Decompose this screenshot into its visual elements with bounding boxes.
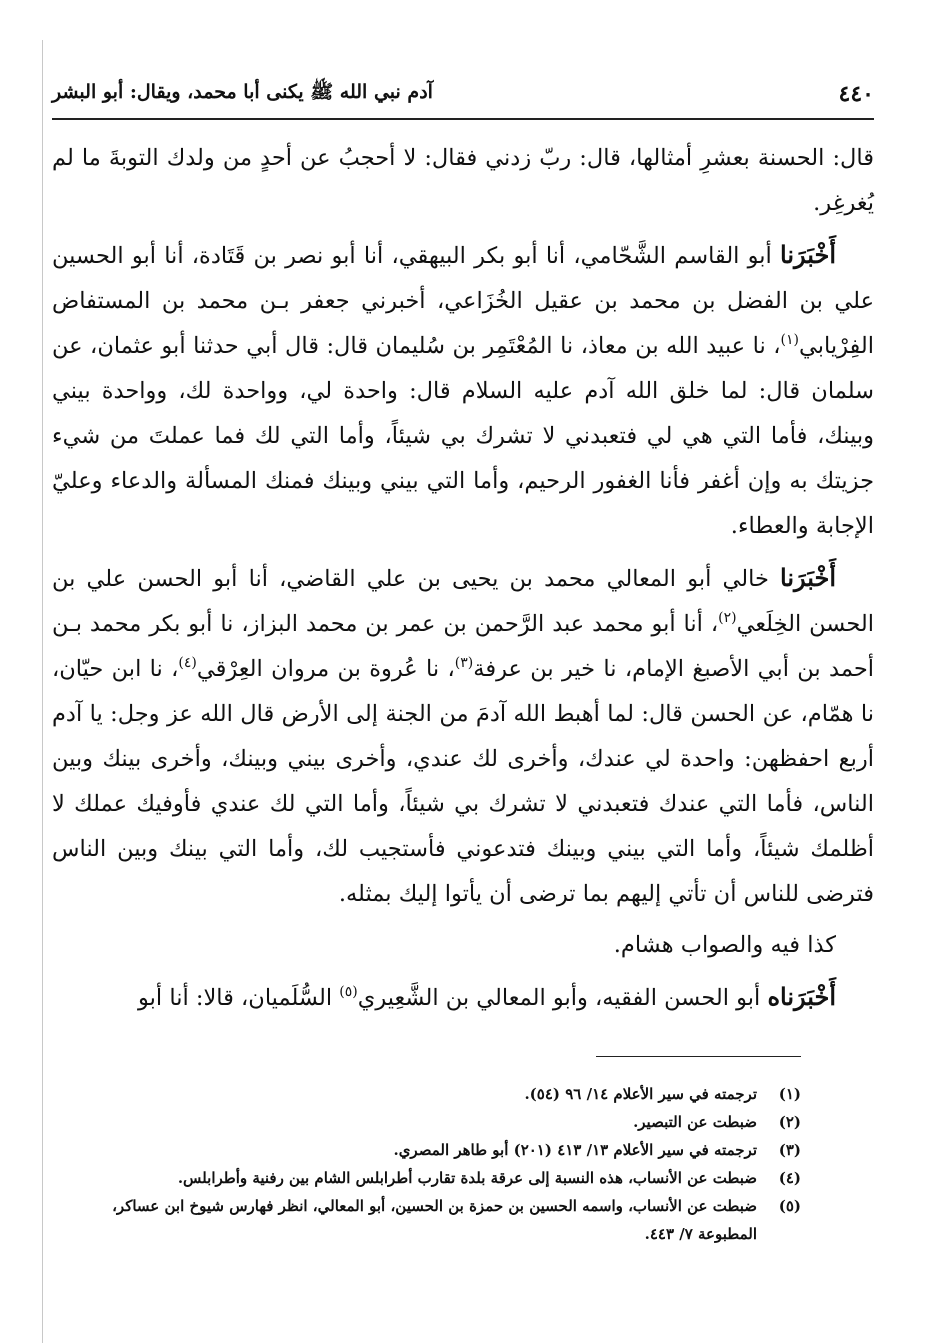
paragraph-lead-word: أَخْبَرَناه xyxy=(767,982,836,1011)
paragraph-text: ، نا عبيد الله بن معاذ، نا المُعْتَمِر بن سُليمان قال: قال أبي حدثنا أبو عثمان، عن سلمان قال: لما خلق الله آدم عليه السلام قال: واحدة لي، وواحدة لك، وواحدة بيني وبينك، فأما التي هي لي فتعبدني لا تشرك بي شيئاً، وأما التي لك فما عملتَ من شيء جزيتك به وإن أغفر فأنا الغفور الرحيم، وأما التي بيني وبينك فمنك المسألة والدعاء وعليّ الإجابة والعطاء. xyxy=(52,333,874,539)
footnote-text: ترجمته في سير الأعلام ١٤/ ٩٦ (٥٤). xyxy=(524,1085,757,1103)
footnote-text: ضبطت عن الأنساب، هذه النسبة إلى عرقة بلدة تقارب أطرابلس الشام بين رفنية وأطرابلس. xyxy=(177,1169,757,1187)
paragraph-lead-word: أَخْبَرَنا xyxy=(780,563,836,592)
footnote-item xyxy=(52,1136,801,1164)
paragraph-text: ، أنا أبو محمد عبد الرَّحمن بن عمر بن محمد البزاز، نا أبو بكر محمد بـن أحمد بن أبي الأصبغ الإمام، نا خير بن عرفة xyxy=(52,611,874,682)
header-title: آدم نبي الله ﷺ يكنى أبا محمد، ويقال: أبو البشر xyxy=(52,81,433,103)
paragraph-text: ، نا عُروة بن مروان العِرْقي xyxy=(196,656,455,682)
page-number: ٤٤٠ xyxy=(838,81,874,107)
footnote-number: (٣) xyxy=(778,1141,801,1159)
footnote-item xyxy=(52,1192,801,1248)
footnote-number: (٥) xyxy=(778,1197,801,1215)
paragraph-3 xyxy=(52,555,874,917)
running-header xyxy=(52,72,874,116)
footnote-number: (١) xyxy=(778,1085,801,1103)
footnote-ref-5: (٥) xyxy=(339,984,358,1000)
footnote-ref-4: (٤) xyxy=(178,655,197,671)
footnote-number: (٢) xyxy=(778,1113,801,1131)
footnote-rule xyxy=(596,1056,801,1057)
paragraph-text: خالي أبو المعالي محمد بن يحيى بن علي القاضي، أنا أبو الحسن علي بن الحسن الخِلَعي xyxy=(52,566,875,637)
footnote-ref-2: (٢) xyxy=(718,610,737,626)
footnote-ref-1: (١) xyxy=(780,332,799,348)
paragraph-4: كذا فيه والصواب هشام. xyxy=(613,932,836,958)
paragraph-5 xyxy=(52,974,874,1021)
footnote-text: ترجمته في سير الأعلام ١٣/ ٤١٣ (٢٠١) أبو طاهر المصري. xyxy=(393,1141,757,1159)
header-rule xyxy=(52,118,874,120)
paragraph-text: أبو الحسن الفقيه، وأبو المعالي بن الشَّعِيري xyxy=(357,985,768,1011)
footnote-text: ضبطت عن الأنساب، واسمه الحسين بن حمزة بن الحسين، أبو المعالي، انظر فهارس شيوخ ابن عساكر، المطبوعة ٧/ ٤٤٣. xyxy=(112,1197,757,1243)
paragraph-text: ، نا ابن حيّان، نا همّام، عن الحسن قال: لما أهبط الله آدمَ من الجنة إلى الأرض قال الله عز وجل: يا آدم أربع احفظهن: واحدة لي عندك، وأخرى لك عندي، وأخرى بيني وبينك، وأخرى بينك وبين الناس، فأما التي عندك فتعبدني لا تشرك بي شيئاً، وأما التي لك عندي فأوفيك عملك لا أظلمك شيئاً، وأما التي بيني وبينك فتدعوني فأستجيب لك، وأما التي بينك وبين الناس فترضى للناس أن تأتي إليهم بما ترضى أن يأتوا إليك بمثله. xyxy=(52,656,874,907)
main-text xyxy=(52,136,874,1027)
paragraph-1: قال: الحسنة بعشرِ أمثالها، قال: ربّ زدني فقال: لا أحجبُ عن أحدٍ من ولدك التوبةَ ما لم يُغرغِر. xyxy=(52,145,874,216)
footnotes xyxy=(52,1080,801,1248)
footnote-text: ضبطت عن التبصير. xyxy=(633,1113,757,1131)
page-edge-rule xyxy=(42,40,43,1343)
footnote-number: (٤) xyxy=(778,1169,801,1187)
footnote-item xyxy=(52,1164,801,1192)
footnote-item xyxy=(52,1108,801,1136)
paragraph-lead-word: أَخْبَرَنا xyxy=(780,240,836,269)
footnote-item xyxy=(52,1080,801,1108)
paragraph-2 xyxy=(52,232,874,549)
paragraph-text: أبو القاسم الشَّحّامي، أنا أبو بكر البيهقي، أنا أبو نصر بن قَتَادة، أنا أبو الحسين علي بن الفضل بن محمد بن عقيل الخُزَاعي، أخبرني جعفر بـن محمد بن المستفاض الفِرْيابي xyxy=(52,243,874,359)
footnote-ref-3: (٣) xyxy=(454,655,474,671)
paragraph-text: السُّلَميان، قالا: أنا أبو xyxy=(138,985,340,1011)
